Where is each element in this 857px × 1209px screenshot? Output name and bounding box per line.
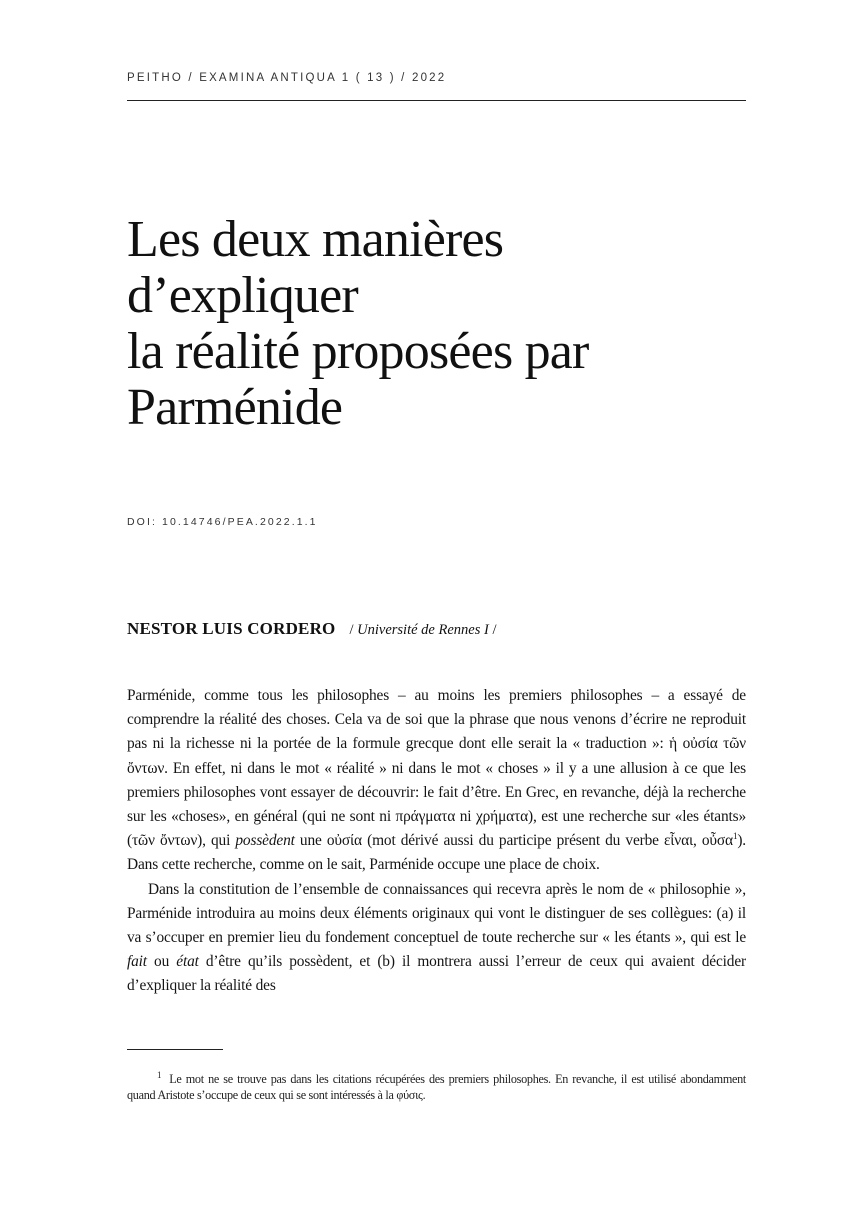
paragraph-text: une οὐσία (mot dérivé aussi du participe présent du verbe εἶναι, οὖσα (294, 832, 733, 850)
affiliation-slash-close: / (492, 622, 497, 638)
emphasis: possèdent (235, 832, 295, 850)
paragraph-text: d’être qu’ils possèdent, et (b) il montrera aussi l’erreur de ceux qui avaient décider d’expliquer la réalité des (127, 953, 746, 995)
footnote-reference[interactable]: 1 (732, 831, 738, 842)
affiliation-name: Université de Rennes I (357, 622, 489, 638)
emphasis: fait (127, 953, 147, 971)
author-line (127, 619, 496, 639)
affiliation (349, 622, 496, 638)
header-divider (127, 100, 746, 101)
title-line: la réalité proposées par (127, 323, 589, 380)
body-text (127, 684, 746, 999)
paragraph-text: ). Dans cette recherche, comme on le sait, Parménide occupe une place de choix. (127, 832, 747, 874)
title-line: Parménide (127, 379, 343, 436)
paragraph-text: Dans la constitution de l’ensemble de connaissances qui recevra après le nom de « philosophie », Parménide introduira au moins deux éléments originaux qui vont le distinguer de ses collègues: (a) il va s’occuper en premier lieu du fondement conceptuel de toute recherche sur « les étants », qui est le (127, 880, 746, 947)
affiliation-slash-open: / (349, 622, 354, 638)
paragraph-text: Parménide, comme tous les philosophes – au moins les premiers philosophes – a essayé de comprendre la réalité des choses. Cela va de soi que la phrase que nous venons d’écrire ne reproduit pas ni la richesse ni la portée de la formule grecque dont elle serait la « traduction »: ἡ οὐσία τῶν ὄντων. En effet, ni dans le mot « réalité » ni dans le mot « choses » il y a une allusion à ce que les premiers philosophes vont essayer de découvrir: le fait d’être. En Grec, en revanche, déjà la recherche sur les «choses», en général (qui ne sont ni πράγματα ni χρήματα), est une recherche sur «les étants» (τῶν ὄντων), qui (127, 687, 746, 850)
footnote-text: Le mot ne se trouve pas dans les citations récupérées des premiers philosophes. En revanche, il est utilisé abondamment quand Aristote s’occupe de ceux qui se sont intéressés à la φύσις. (127, 1072, 746, 1102)
running-header: PEITHO / EXAMINA ANTIQUA 1 ( 13 ) / 2022 (127, 72, 447, 84)
paragraph (127, 684, 746, 878)
footnote (127, 1071, 746, 1103)
title-line: Les deux manières (127, 211, 504, 268)
emphasis: état (176, 953, 199, 971)
doi: DOI: 10.14746/PEA.2022.1.1 (127, 516, 318, 528)
paragraph (127, 878, 746, 999)
author-name: NESTOR LUIS CORDERO (127, 619, 336, 638)
footnote-mark: 1 (157, 1069, 162, 1080)
paragraph-text: ou (146, 953, 177, 971)
title-line: d’expliquer (127, 267, 358, 324)
footnote-divider (127, 1049, 223, 1050)
article-title (127, 212, 767, 436)
